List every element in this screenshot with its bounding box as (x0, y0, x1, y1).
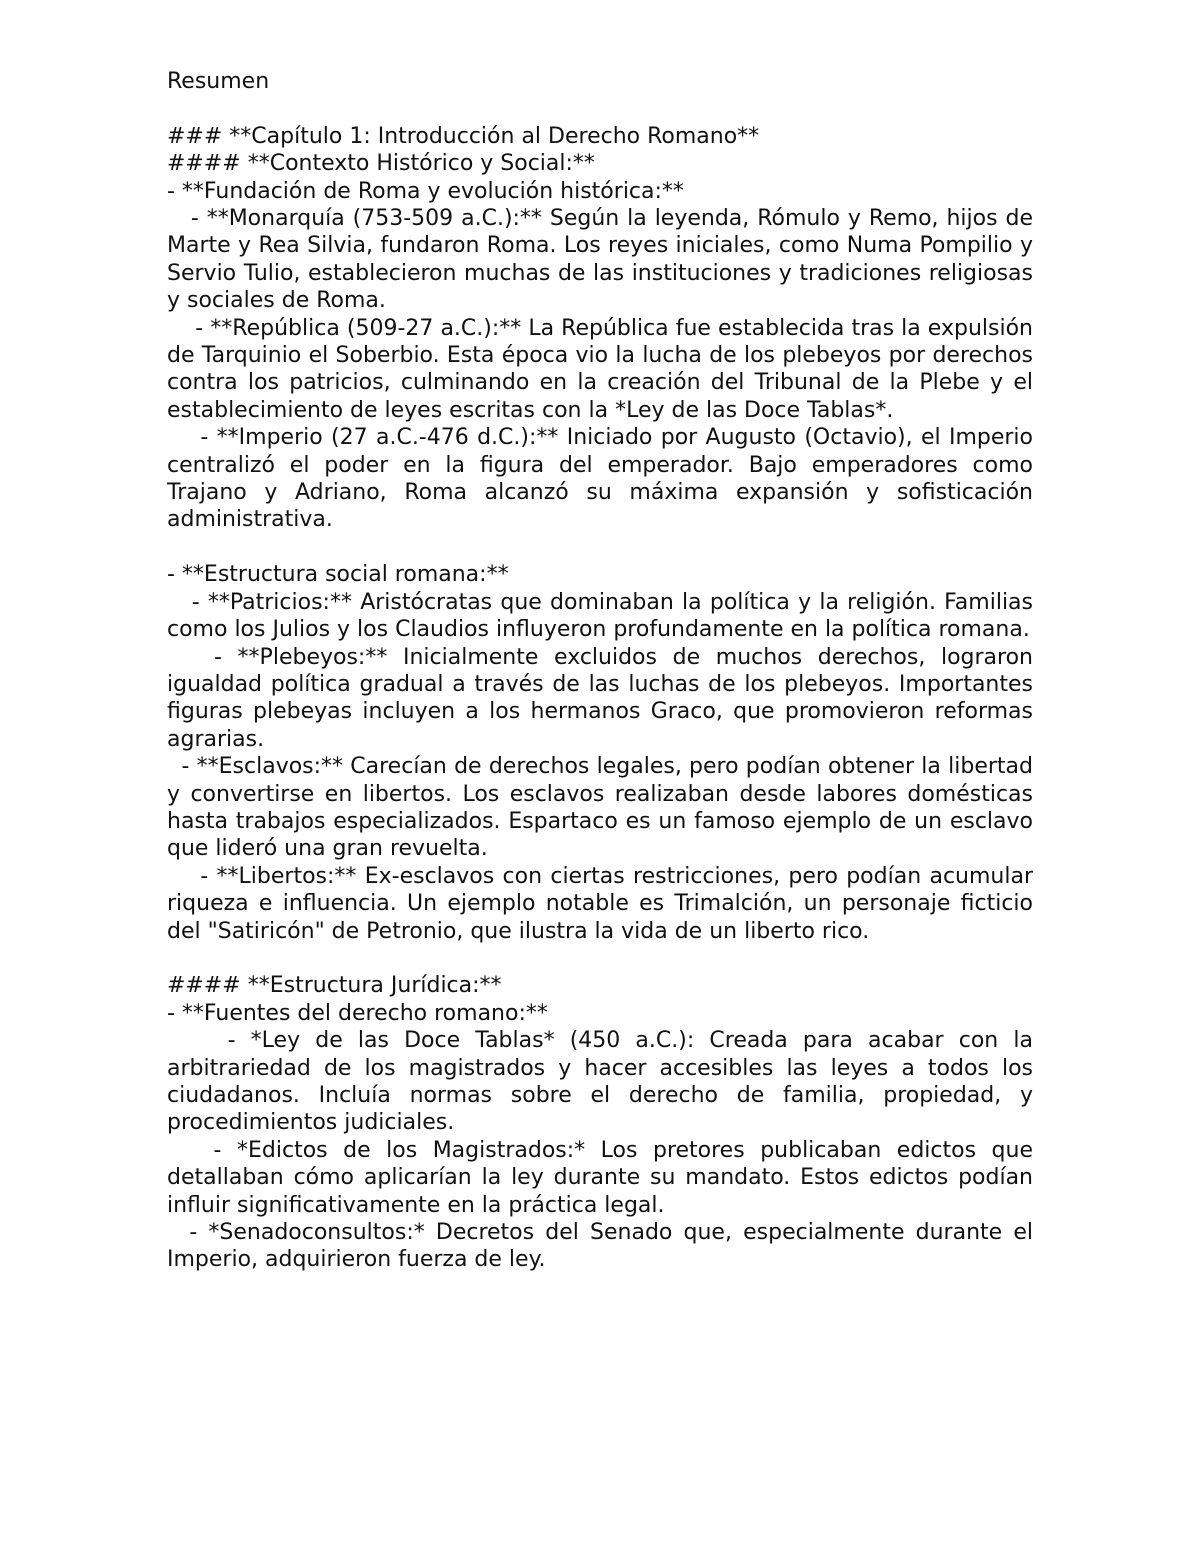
paragraph-patricios: - **Patricios:** Aristócratas que dominaban la política y la religión. Familias como los Julios y los Claudios influyeron profundamente en la política romana. (167, 589, 1041, 643)
paragraph-ley-doce-tablas: - *Ley de las Doce Tablas* (450 a.C.): Creada para acabar con la arbitrariedad de los magistrados y hacer accesibles las leyes a todos los ciudadanos. Incluía normas sobre el derecho de familia, propiedad, y procedimientos judiciales. (167, 1028, 1040, 1136)
paragraph-senadoconsultos: - *Senadoconsultos:* Decretos del Senado que, especialmente durante el Imperio, adquirieron fuerza de ley. (167, 1220, 1040, 1273)
section-heading-juridica: #### **Estructura Jurídica:** (167, 973, 502, 999)
chapter-heading: ### **Capítulo 1: Introducción al Derecho Romano** (167, 123, 760, 149)
paragraph-libertos: - **Libertos:** Ex-esclavos con ciertas restricciones, pero podían acumular riqueza e influencia. Un ejemplo notable es Trimalción, un personaje ficticio del "Satiricón" de Petronio, que ilustra la vida de un liberto rico. (167, 863, 1040, 944)
blank-line (167, 945, 1033, 972)
paragraph-edictos: - *Edictos de los Magistrados:* Los pretores publicaban edictos que detallaban cómo aplicarían la ley durante su mandato. Estos edictos podían influir significativamente en la práctica legal. (167, 1137, 1040, 1218)
document-title: Resumen (167, 69, 270, 94)
list-heading-fundacion: - **Fundación de Roma y evolución histórica:** (167, 178, 684, 204)
paragraph-republica: - **República (509-27 a.C.):** La República fue establecida tras la expulsión de Tarquinio el Soberbio. Esta época vio la lucha de los plebeyos por derechos contra los patricios, culminando en la creación del Tribunal de la Plebe y el establecimiento de leyes escritas con la *Ley de las Doce Tablas*. (167, 315, 1040, 423)
paragraph-plebeyos: - **Plebeyos:** Inicialmente excluidos de muchos derechos, lograron igualdad política gradual a través de las luchas de los plebeyos. Importantes figuras plebeyas incluyen a los hermanos Graco, que promovieron reformas agrarias. (167, 644, 1041, 752)
section-heading-context: #### **Contexto Histórico y Social:** (167, 151, 595, 177)
blank-line (167, 534, 1033, 561)
paragraph-esclavos: - **Esclavos:** Carecían de derechos legales, pero podían obtener la libertad y convertirse en libertos. Los esclavos realizaban desde labores domésticas hasta trabajos especializados. Espartaco es un famoso ejemplo de un esclavo que lideró una gran revuelta. (167, 754, 1040, 862)
paragraph-monarquia: - **Monarquía (753-509 a.C.):** Según la leyenda, Rómulo y Remo, hijos de Marte y Rea Silvia, fundaron Roma. Los reyes iniciales, como Numa Pompilio y Servio Tulio, establecieron muchas de las instituciones y tradiciones religiosas y sociales de Roma. (167, 206, 1041, 314)
list-heading-fuentes: - **Fuentes del derecho romano:** (167, 1000, 548, 1026)
list-heading-estructura-social: - **Estructura social romana:** (167, 562, 509, 588)
document-page (167, 68, 1041, 1274)
paragraph-imperio: - **Imperio (27 a.C.-476 d.C.):** Iniciado por Augusto (Octavio), el Imperio centralizó el poder en la figura del emperador. Bajo emperadores como Trajano y Adriano, Roma alcanzó su máxima expansión y sofisticación administrativa. (167, 425, 1040, 533)
